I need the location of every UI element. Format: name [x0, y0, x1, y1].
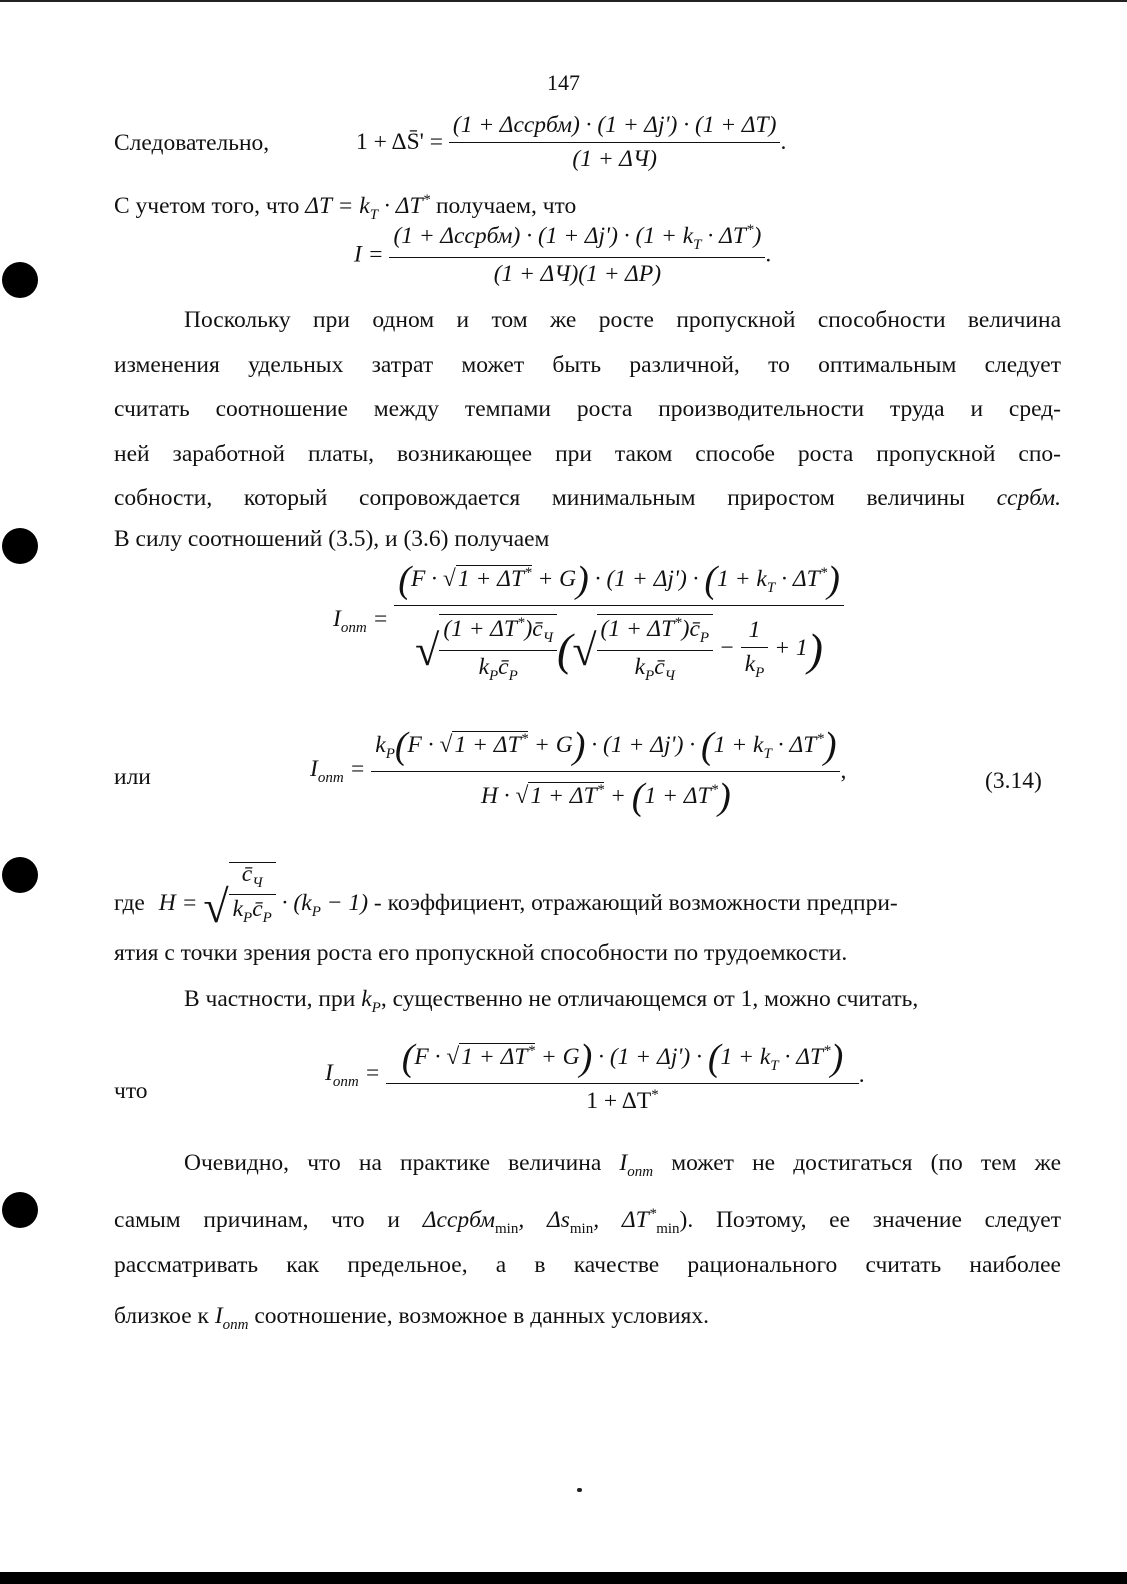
binder-hole — [2, 857, 38, 893]
inline-formula-dt: $\Delta T = k_T \cdot \Delta T^*$ — [305, 192, 431, 223]
label-therefore: Следовательно, — [114, 130, 270, 156]
eq4-denominator: H · √1 + ΔT* + (1 + ΔT*) — [371, 771, 840, 819]
p4-text-5: близкое к — [114, 1303, 209, 1329]
opt-subscript-4: опт — [627, 1164, 654, 1180]
line-where-H: где H = √ $\frac{c̄_Ч}{k_Pc̄_P}$ · $(k_P - 1)$ - коэффициент, отражающий возможности предпри- — [114, 861, 898, 932]
bottom-scan-border — [0, 1572, 1127, 1584]
p4-text-6: соотношение, возможное в данных условиях. — [254, 1303, 709, 1329]
paragraph-final — [114, 1138, 1061, 1342]
eq1-denominator: (1 + ΔЧ) — [449, 142, 781, 173]
eq5-numerator: $(F \cdot √1 + \Delta T^* + G) \cdot (1 + \Delta j') \cdot (1 + k_T \cdot \Delta T^*)$ — [401, 1037, 844, 1079]
binder-hole — [2, 1192, 38, 1228]
text-we-get: получаем, что — [435, 193, 577, 219]
binder-hole — [2, 528, 38, 564]
equation-I-opt-3: $I_{опт}$ = $\frac{(F \cdot √1 + \Delta T^* + G) \cdot (1 + \Delta j') \cdot (1 + k_T \cdot \Delta T^*)}{1 + \Delta T^*}$ . — [325, 1037, 865, 1114]
text-not-differing: , существенно не отличающемся от 1, можно считать, — [380, 986, 919, 1012]
formula-dt-left: ΔT = k — [305, 193, 370, 219]
p4-text-3: самым причинам, что и — [114, 1207, 400, 1233]
p4-text-1: Очевидно, что на практике величина — [184, 1150, 602, 1176]
inline-kp: $k_P$ — [361, 986, 381, 1016]
p4-text-4: ). Поэтому, ее значение следует — [679, 1207, 1061, 1233]
p1-line-5-text: собности, который сопровождается минимальным приростом величины — [114, 485, 965, 511]
text-enterprise: ятия с точки зрения роста его пропускной способности по трудоемкости. — [114, 940, 848, 966]
line-in-particular — [184, 988, 918, 1016]
eq4-fraction — [371, 724, 840, 819]
eq1-fraction — [449, 112, 781, 173]
text-that: что — [114, 1078, 148, 1104]
opt-subscript-2: опт — [317, 770, 344, 786]
eq5-fraction — [386, 1036, 858, 1115]
opt-subscript-3: опт — [332, 1074, 359, 1090]
p1-line-2: изменения удельных затрат может быть различной, то оптимальным следует — [114, 351, 1061, 378]
eq2-numerator-text: (1 + Δссрбм) · (1 + Δj') · (1 + k — [393, 223, 694, 249]
opt-subscript-5: опт — [222, 1317, 249, 1333]
opt-subscript-1: опт — [340, 620, 367, 636]
p4-line-1: Очевидно, что на практике величина $I_{опт}$ может не достигаться (по тем же — [184, 1150, 1061, 1180]
equation-number: (3.14) — [985, 768, 1042, 794]
binder-hole — [2, 262, 38, 298]
eq3-fraction — [394, 558, 844, 685]
eq5-denominator: 1 + ΔT* — [386, 1083, 858, 1115]
p4-text-2: может не достигаться (по тем же — [671, 1150, 1061, 1176]
page-number: 147 — [547, 70, 580, 95]
p1-line-5-italic: ссрбм. — [996, 485, 1061, 511]
eq5-denominator-text: 1 + ΔT — [586, 1088, 652, 1114]
paragraph-1 — [114, 298, 1061, 521]
eq1-numerator: (1 + Δссрбм) · (1 + Δj') · (1 + ΔT) — [452, 112, 777, 138]
p1-line-3: считать соотношение между темпами роста производительности труда и сред- — [114, 396, 1061, 422]
p4-line-2: самым причинам, что и Δссрбм$_{min}$, $\Delta s_{min}$, $\Delta T^*_{min}$). Поэтому, ее значение следует — [114, 1206, 1061, 1237]
eq4-numerator: $k_P(F \cdot √1 + \Delta T^* + G) \cdot (1 + \Delta j') \cdot (1 + k_T \cdot \Delta T^*)$ — [375, 725, 837, 767]
p1-line-1: Поскольку при одном и том же росте пропускной способности величина — [184, 307, 1061, 333]
text-coefficient: - коэффициент, отражающий возможности предпри- — [373, 890, 898, 916]
eq3-denominator: √ $\frac{(1 + \Delta T^*)c̄_Ч}{k_Pc̄_P}$ (√ $\frac{(1 + \Delta T^*)c̄_P}{k_Pc̄_Ч}$ − $\frac{1}{k_P}$ + 1) — [394, 605, 844, 685]
text-given-that: С учетом того, что — [114, 193, 300, 219]
eq2-fraction — [389, 222, 765, 288]
equation-I: I = $\frac{(1 + \Delta ссрбм) \cdot (1 + \Delta j') \cdot (1 + k_T \cdot \Delta T^*)}{(1 + \Delta Ч)(1 + \Delta P)}$ . — [354, 222, 772, 287]
p4-line-3: рассматривать как предельное, а в качестве рационального считать наиболее — [114, 1252, 1061, 1278]
text-where: где — [114, 890, 145, 916]
text-by-relations: В силу соотношений (3.5), и (3.6) получаем — [114, 526, 550, 552]
min-sub-1: min — [495, 1221, 519, 1237]
eq2-denominator: (1 + ΔЧ)(1 + ΔP) — [389, 257, 765, 288]
equation-I-opt-2: $I_{опт}$ = $\frac{k_P(F \cdot √1 + \Delta T^* + G) \cdot (1 + \Delta j') \cdot (1 + k_T \cdot \Delta T^*)}{H \cdot √1 + \Delta T^* + (1 + \Delta T^*)}$ , — [310, 725, 847, 818]
eq2-numerator: (1 + Δссрбм) · $(1 + \Delta j') \cdot (1 + k_T \cdot \Delta T^*)$ — [393, 222, 762, 253]
line-given-that — [114, 193, 576, 223]
min-sub-3: min — [656, 1221, 680, 1237]
p1-line-5 — [114, 476, 1061, 521]
p1-line-4: ней заработной платы, возникающее при таком способе роста пропускной спо- — [114, 440, 1061, 467]
top-edge-line — [0, 0, 1127, 2]
min-sub-2: min — [569, 1221, 594, 1237]
H-fraction: $\frac{c̄_Ч}{k_Pc̄_P}$ — [229, 862, 276, 926]
text-in-particular: В частности, при — [184, 986, 356, 1012]
scan-speck — [577, 1488, 582, 1492]
eq3-numerator: $(F \cdot √1 + \Delta T^* + G) \cdot (1 + \Delta j') \cdot (1 + k_T \cdot \Delta T^*)$ — [398, 559, 840, 601]
p4-line-4: близкое к $I_{опт}$ соотношение, возможное в данных условиях. — [114, 1303, 709, 1333]
equation-I-opt-1: $I_{опт}$ = $(F \cdot √1 + \Delta T^* + G) \cdot (1 + \Delta j') \cdot (1 + k_T \cdot \Delta T^*)$ √ $\frac{(1 + \Delta T^*)c̄_Ч}{k_Pc̄_P}$ (√ $\frac{(1 + \Delta T^*)c̄_P}{k_Pc̄_Ч}$ − $\frac{1}{k_P}$ + 1) — [333, 558, 844, 685]
equation-delta-s: 1 + ΔS̄' = $\frac{\text{(1 + Δссрбм) · (1 + Δj') · (1 + ΔT)}}{(1 + \Delta Ч)}$ . — [356, 112, 787, 172]
eq1-left: 1 + ΔS̄' = — [356, 129, 444, 155]
text-or: или — [114, 764, 151, 790]
